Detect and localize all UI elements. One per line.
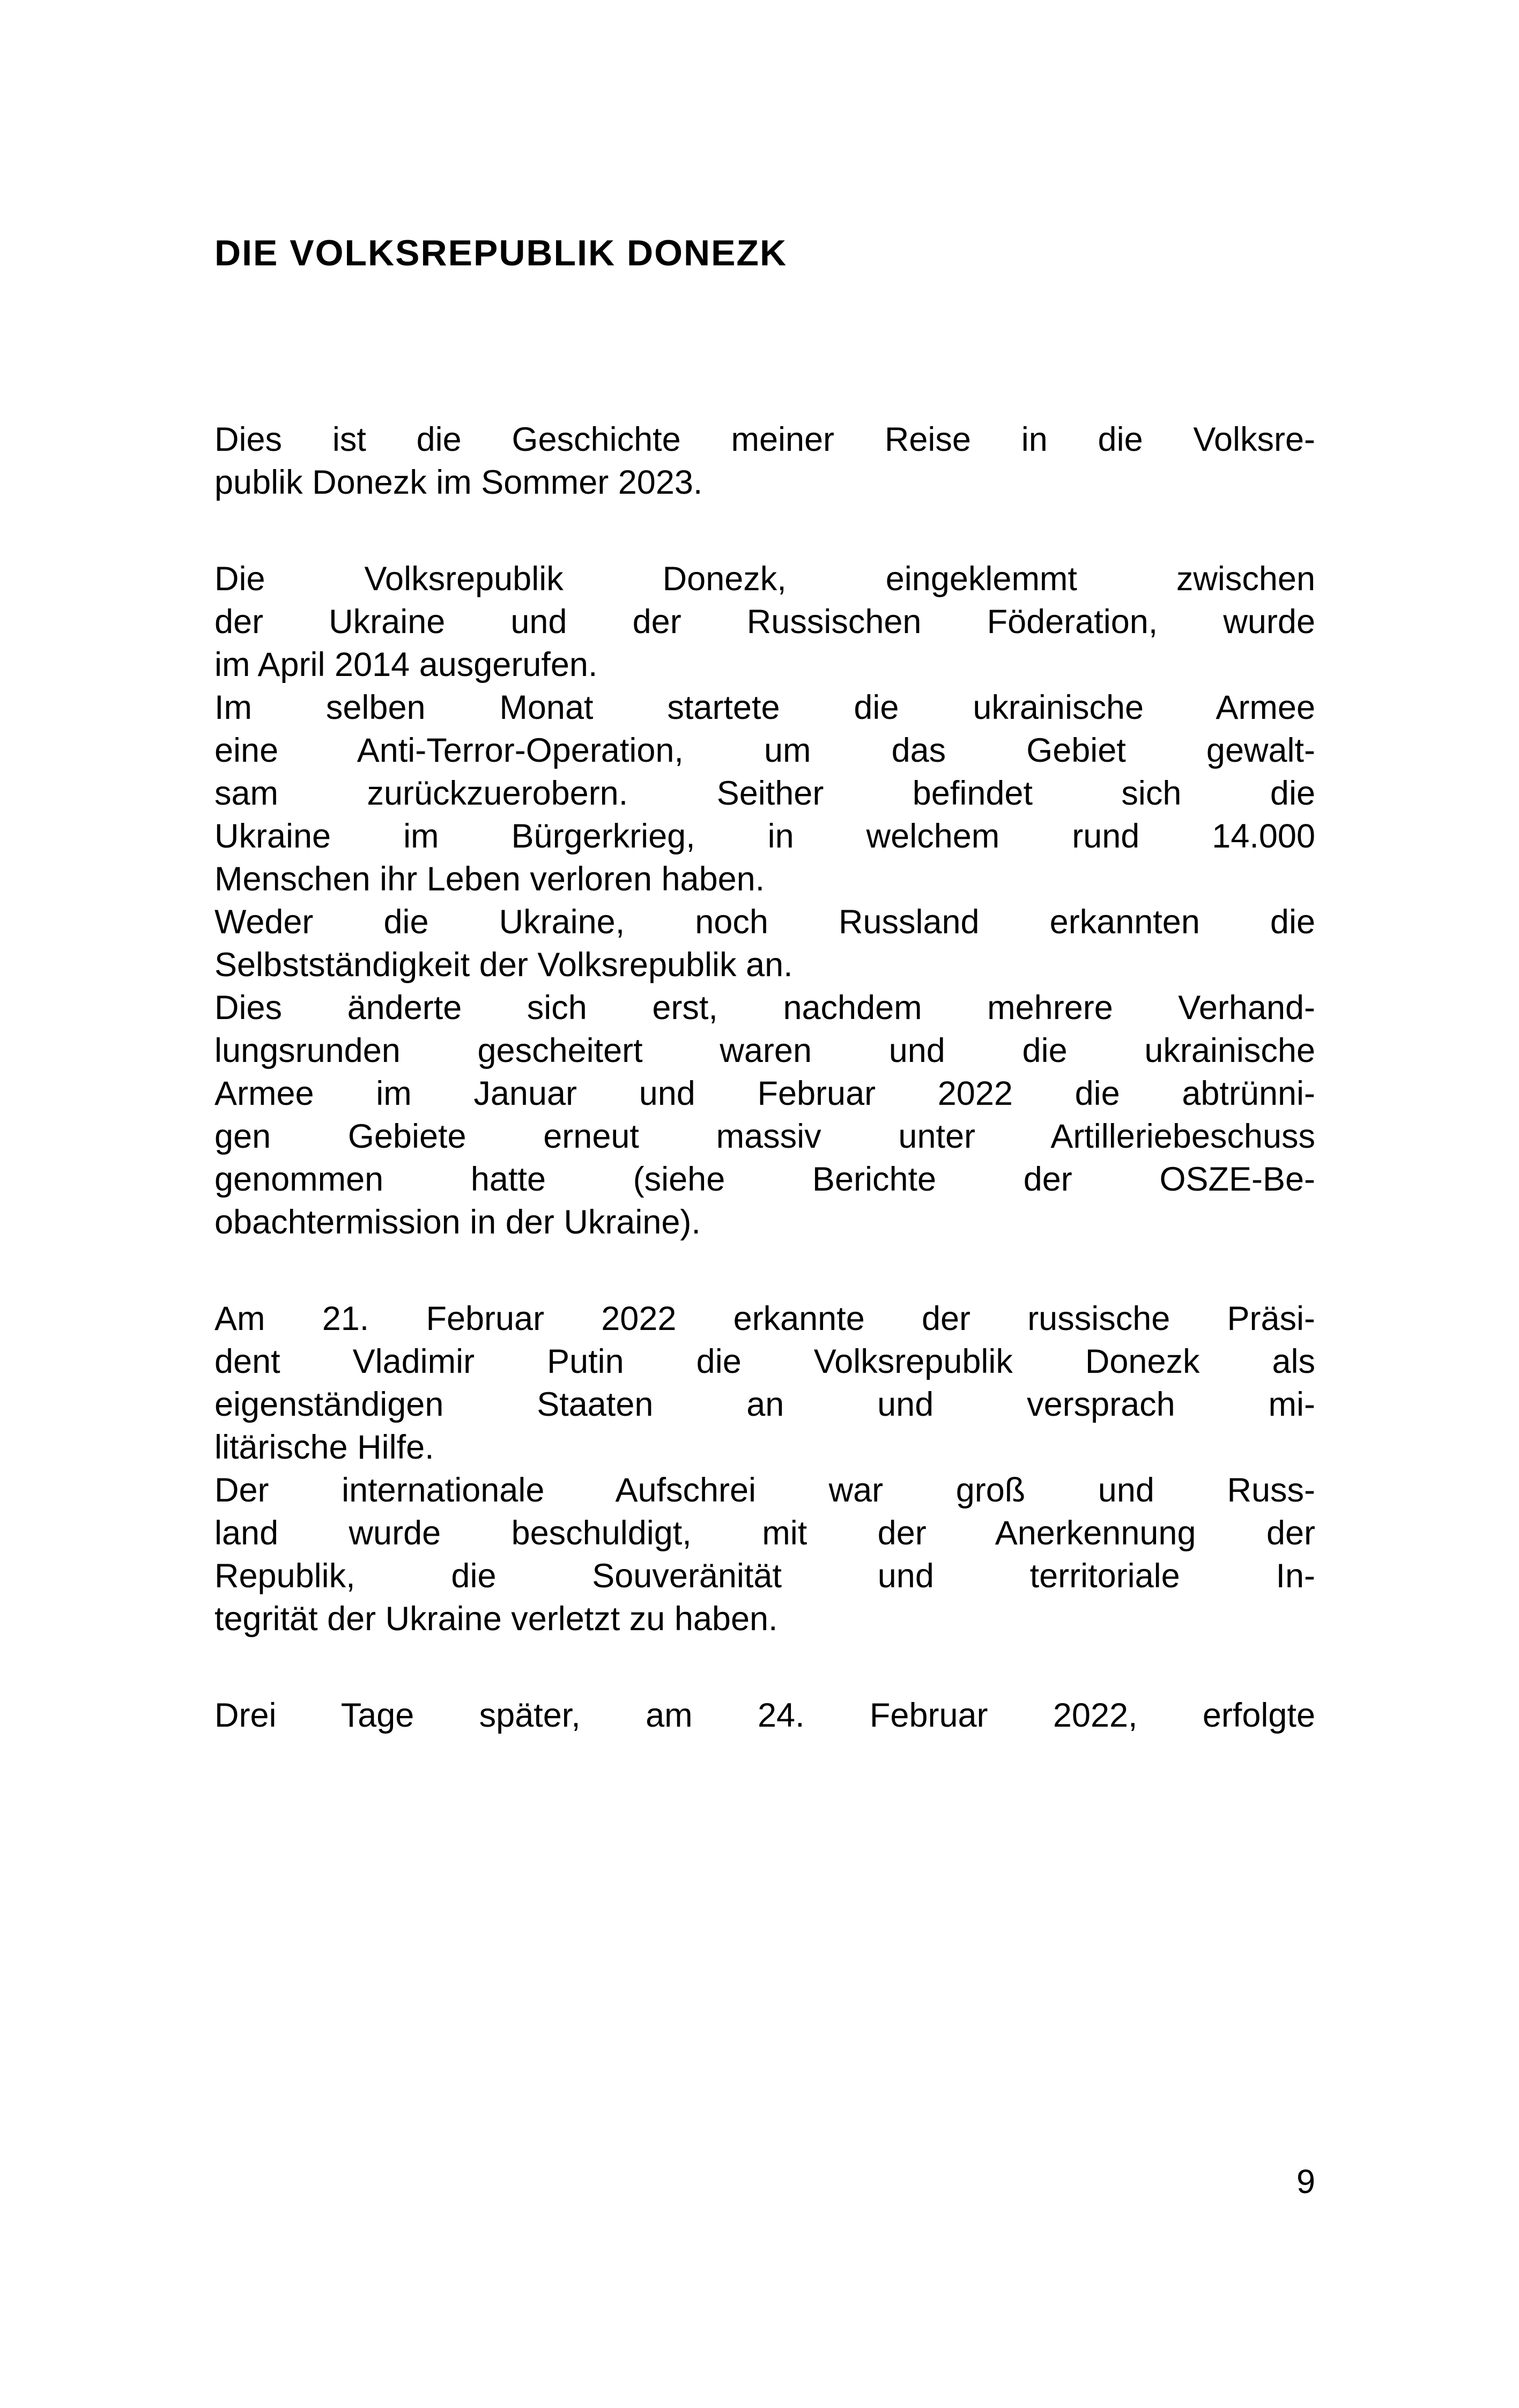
text-line: Menschen ihr Leben verloren haben. <box>214 860 765 898</box>
paragraph <box>214 418 1315 504</box>
text-line: Weder die Ukraine, noch Russland erkannten die <box>214 903 1315 941</box>
page-number: 9 <box>1296 2163 1315 2201</box>
text-line: eigenständigen Staaten an und versprach mi- <box>214 1386 1315 1423</box>
text-line: tegrität der Ukraine verletzt zu haben. <box>214 1600 778 1638</box>
paragraph <box>214 986 1315 1244</box>
text-line: Die Volksrepublik Donezk, eingeklemmt zwischen <box>214 560 1315 598</box>
paragraph <box>214 901 1315 986</box>
text-line: Armee im Januar und Februar 2022 die abtrünni- <box>214 1075 1315 1112</box>
text-line: Im selben Monat startete die ukrainische Armee <box>214 689 1315 726</box>
text-line: litärische Hilfe. <box>214 1429 434 1466</box>
paragraph <box>214 558 1315 686</box>
text-line: sam zurückzuerobern. Seither befindet sich die <box>214 775 1315 812</box>
text-line: gen Gebiete erneut massiv unter Artilleriebeschuss <box>214 1118 1315 1155</box>
text-line: land wurde beschuldigt, mit der Anerkennung der <box>214 1514 1315 1552</box>
paragraph <box>214 1694 1315 1737</box>
paragraph <box>214 686 1315 901</box>
page-heading: DIE VOLKSREPUBLIK DONEZK <box>214 233 788 273</box>
text-line: lungsrunden gescheitert waren und die ukrainische <box>214 1032 1315 1069</box>
paragraph <box>214 1297 1315 1469</box>
text-line: Republik, die Souveränität und territoriale In- <box>214 1557 1315 1595</box>
text-line: obachtermission in der Ukraine). <box>214 1203 701 1241</box>
text-line: der Ukraine und der Russischen Föderation, wurde <box>214 603 1315 641</box>
text-line: eine Anti-Terror-Operation, um das Gebiet gewalt- <box>214 732 1315 769</box>
text-line: im April 2014 ausgerufen. <box>214 646 598 683</box>
text-line: Der internationale Aufschrei war groß und Russ- <box>214 1471 1315 1509</box>
text-line: Am 21. Februar 2022 erkannte der russische Präsi- <box>214 1300 1315 1337</box>
text-line: Dies ist die Geschichte meiner Reise in die Volksre- <box>214 421 1315 458</box>
text-line: dent Vladimir Putin die Volksrepublik Donezk als <box>214 1343 1315 1380</box>
page-text-block <box>214 231 1315 1737</box>
text-line: genommen hatte (siehe Berichte der OSZE-Be- <box>214 1161 1315 1198</box>
text-line: Ukraine im Bürgerkrieg, in welchem rund 14.000 <box>214 817 1315 855</box>
page-text <box>214 418 1315 1737</box>
text-line: publik Donezk im Sommer 2023. <box>214 464 703 501</box>
paragraph <box>214 1469 1315 1640</box>
text-line: Drei Tage später, am 24. Februar 2022, erfolgte <box>214 1697 1315 1734</box>
text-line: Dies änderte sich erst, nachdem mehrere Verhand- <box>214 989 1315 1027</box>
text-line: Selbstständigkeit der Volksrepublik an. <box>214 946 793 984</box>
